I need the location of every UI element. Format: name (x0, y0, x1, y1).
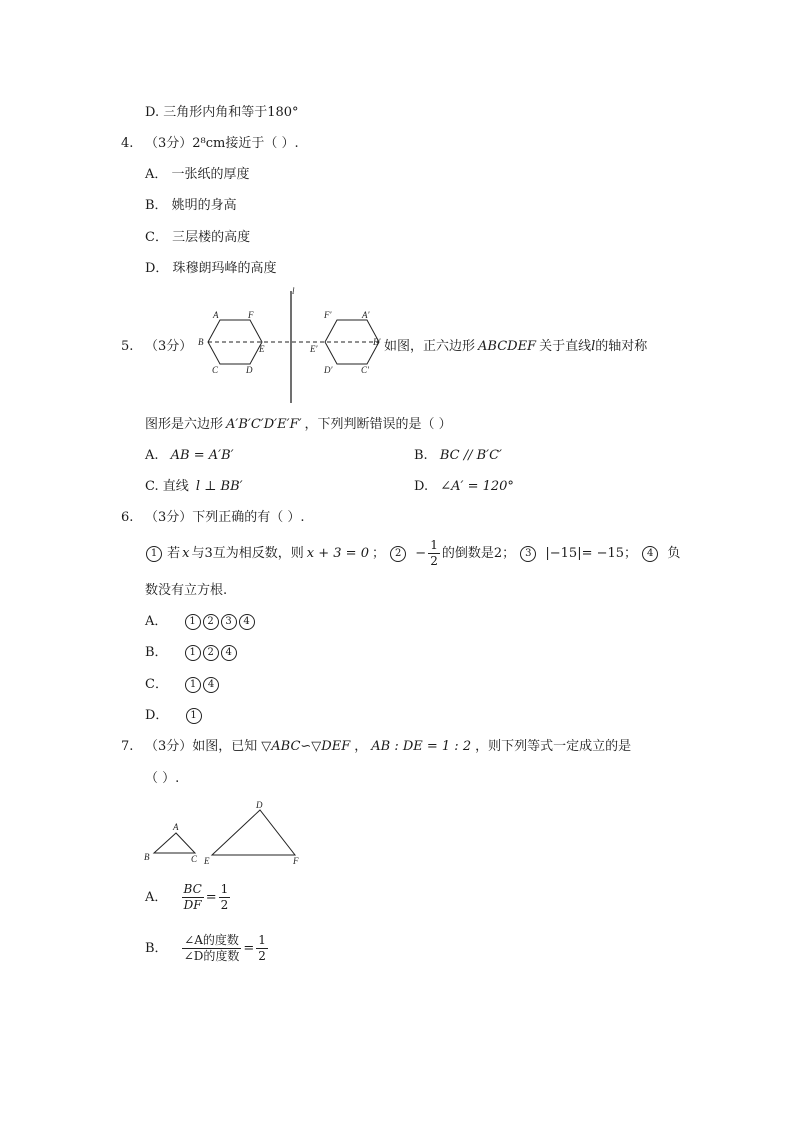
label-b: B (198, 337, 204, 347)
q6-s1-x: x (182, 546, 190, 561)
q7-ratio-expr: AB : DE = 1 : 2 (371, 739, 472, 754)
label-l: l (292, 286, 295, 296)
q6-s1-eq: x + 3 = 0 (306, 546, 369, 561)
q5-option-b-expr: BC // B′C′ (439, 448, 502, 463)
q4-option-a: A． 一张纸的厚度 (145, 167, 250, 182)
q5-option-c-label: C. 直线 (145, 479, 189, 494)
q6-s1-a: 若 (167, 546, 181, 561)
q3-option-d: D. 三角形内角和等于180° (145, 105, 299, 120)
q6-option-b-label: B． (145, 645, 168, 660)
triangle-abc (154, 833, 195, 853)
label-e-prime: E′ (310, 344, 318, 354)
q5-option-d (414, 478, 514, 496)
q7-option-a-eq: = (205, 890, 217, 905)
q7-option-b-eq: = (243, 941, 255, 956)
circle-2: 2 (203, 614, 219, 630)
fraction-numerator: ∠A的度数 (184, 933, 239, 947)
q6-number: 6. (121, 510, 134, 525)
circle-2: 2 (390, 546, 406, 562)
label-e: E (259, 344, 265, 354)
circle-4: 4 (203, 677, 219, 693)
q5-stem-c: 的轴对称 (595, 339, 648, 354)
q6-option-b (145, 644, 238, 662)
q5-option-c (145, 478, 243, 496)
q5-option-d-label: D. (414, 479, 429, 494)
q5-option-d-expr: ∠A′ = 120° (440, 479, 514, 494)
q7-stem-c: ，则下列等式一定成立的是 (475, 739, 632, 754)
q6-s3-b: ； (624, 546, 638, 561)
q5-option-a-expr: AB = A′B′ (170, 448, 234, 463)
q5-stem-line1 (384, 338, 647, 356)
label-b: B (144, 852, 150, 862)
circle-2: 2 (203, 645, 219, 661)
circle-3: 3 (221, 614, 237, 630)
fraction-denominator: DF (183, 898, 202, 912)
circle-1: 1 (146, 546, 162, 562)
q6-option-a-label: A． (145, 614, 168, 629)
q7-option-b (145, 928, 270, 970)
label-c: C (212, 365, 219, 375)
circle-4: 4 (221, 645, 237, 661)
label-d-prime: D′ (324, 365, 333, 375)
fraction-denominator: 2 (258, 949, 266, 963)
q6-s4-a: 负 (667, 546, 681, 561)
fraction-denominator: 2 (220, 898, 229, 912)
q7-similar-expr: ▽ABC∽▽DEF (261, 739, 351, 754)
q5-stem-line2 (145, 416, 452, 434)
q6-option-a (145, 613, 256, 631)
q6-stem: （3分）下列正确的有（ ）. (145, 510, 305, 525)
label-f: F (293, 856, 299, 866)
q5-stem-a: 如图，正六边形 (384, 339, 476, 354)
q5-option-b-label: B. (414, 448, 428, 463)
circle-1: 1 (185, 645, 201, 661)
q7-number: 7. (121, 739, 134, 754)
label-e: E (204, 856, 210, 866)
q6-option-c (145, 676, 220, 694)
q6-option-d (145, 707, 203, 725)
q7-option-a-label: A． (145, 890, 168, 905)
label-f: F (248, 310, 254, 320)
q4-option-c: C． 三层楼的高度 (145, 230, 251, 245)
q5-hexagon-figure (195, 283, 390, 405)
fraction-denominator: 2 (430, 554, 438, 568)
q7-option-b-fraction (182, 933, 242, 964)
q6-s1-c: ； (371, 546, 385, 561)
q6-s2-fraction (428, 538, 440, 569)
circle-1: 1 (186, 708, 202, 724)
q5-stem-line2-b: ，下列判断错误的是（ ） (304, 417, 452, 432)
q4-number: 4. (121, 136, 134, 151)
q4-stem: （3分）2⁸cm接近于（ ）. (145, 136, 299, 151)
q5-hexagon-name: ABCDEF (478, 339, 537, 354)
q5-option-c-expr: l ⊥ BB′ (195, 479, 243, 494)
q7-triangles-figure (140, 798, 310, 870)
q7-option-b-ratio (256, 933, 268, 964)
q6-s2-minus: − (415, 546, 427, 561)
q5-score: （3分） (145, 339, 193, 354)
q4-option-d: D． 珠穆朗玛峰的高度 (145, 261, 277, 276)
q6-s1-b: 与3互为相反数，则 (191, 546, 304, 561)
triangle-def (212, 810, 295, 855)
label-a-prime: A′ (362, 310, 370, 320)
q5-stem-line2-a: 图形是六边形 (145, 417, 224, 432)
fraction-numerator: 1 (430, 538, 438, 552)
label-b-prime: B′ (373, 337, 381, 347)
q6-s2-b: 的倒数是2； (441, 546, 516, 561)
q6-s3-expr: |−15|= −15 (545, 546, 625, 561)
q6-statements-line2: 数没有立方根. (145, 583, 228, 598)
q7-stem-b: ， (354, 739, 368, 754)
q7-stem-line2: （ ）. (145, 771, 180, 786)
q7-option-a-fraction (182, 882, 204, 913)
q4-option-b: B． 姚明的身高 (145, 198, 237, 213)
fraction-numerator: 1 (220, 882, 229, 896)
fraction-denominator: ∠D的度数 (183, 949, 240, 963)
q6-statements-line1 (145, 536, 680, 572)
q7-option-a-ratio (219, 882, 231, 913)
circle-1: 1 (185, 677, 201, 693)
q5-option-b (414, 447, 502, 465)
q5-number: 5. (121, 339, 134, 354)
q6-option-d-label: D． (145, 708, 169, 723)
q5-option-a-label: A. (145, 448, 159, 463)
q6-option-c-label: C． (145, 677, 168, 692)
circle-1: 1 (185, 614, 201, 630)
label-a: A (213, 310, 219, 320)
label-c-prime: C′ (361, 365, 369, 375)
label-c: C (191, 854, 198, 864)
q5-hexagon2-name: A′B′C′D′E′F′ (226, 417, 302, 432)
circle-4: 4 (239, 614, 255, 630)
fraction-numerator: BC (183, 882, 202, 896)
label-d: D (256, 800, 263, 810)
q5-stem-b: 关于直线 (539, 339, 592, 354)
label-f-prime: F′ (324, 310, 332, 320)
q5-line-l: l (591, 339, 596, 354)
circle-4: 4 (642, 546, 658, 562)
circle-3: 3 (520, 546, 536, 562)
q7-option-b-label: B． (145, 941, 168, 956)
q5-option-a (145, 447, 234, 465)
q7-stem-a: （3分）如图，已知 (145, 739, 258, 754)
label-a: A (173, 822, 179, 832)
fraction-numerator: 1 (258, 933, 266, 947)
q7-option-a (145, 877, 232, 919)
label-d: D (246, 365, 253, 375)
q7-stem-line1 (145, 738, 631, 756)
